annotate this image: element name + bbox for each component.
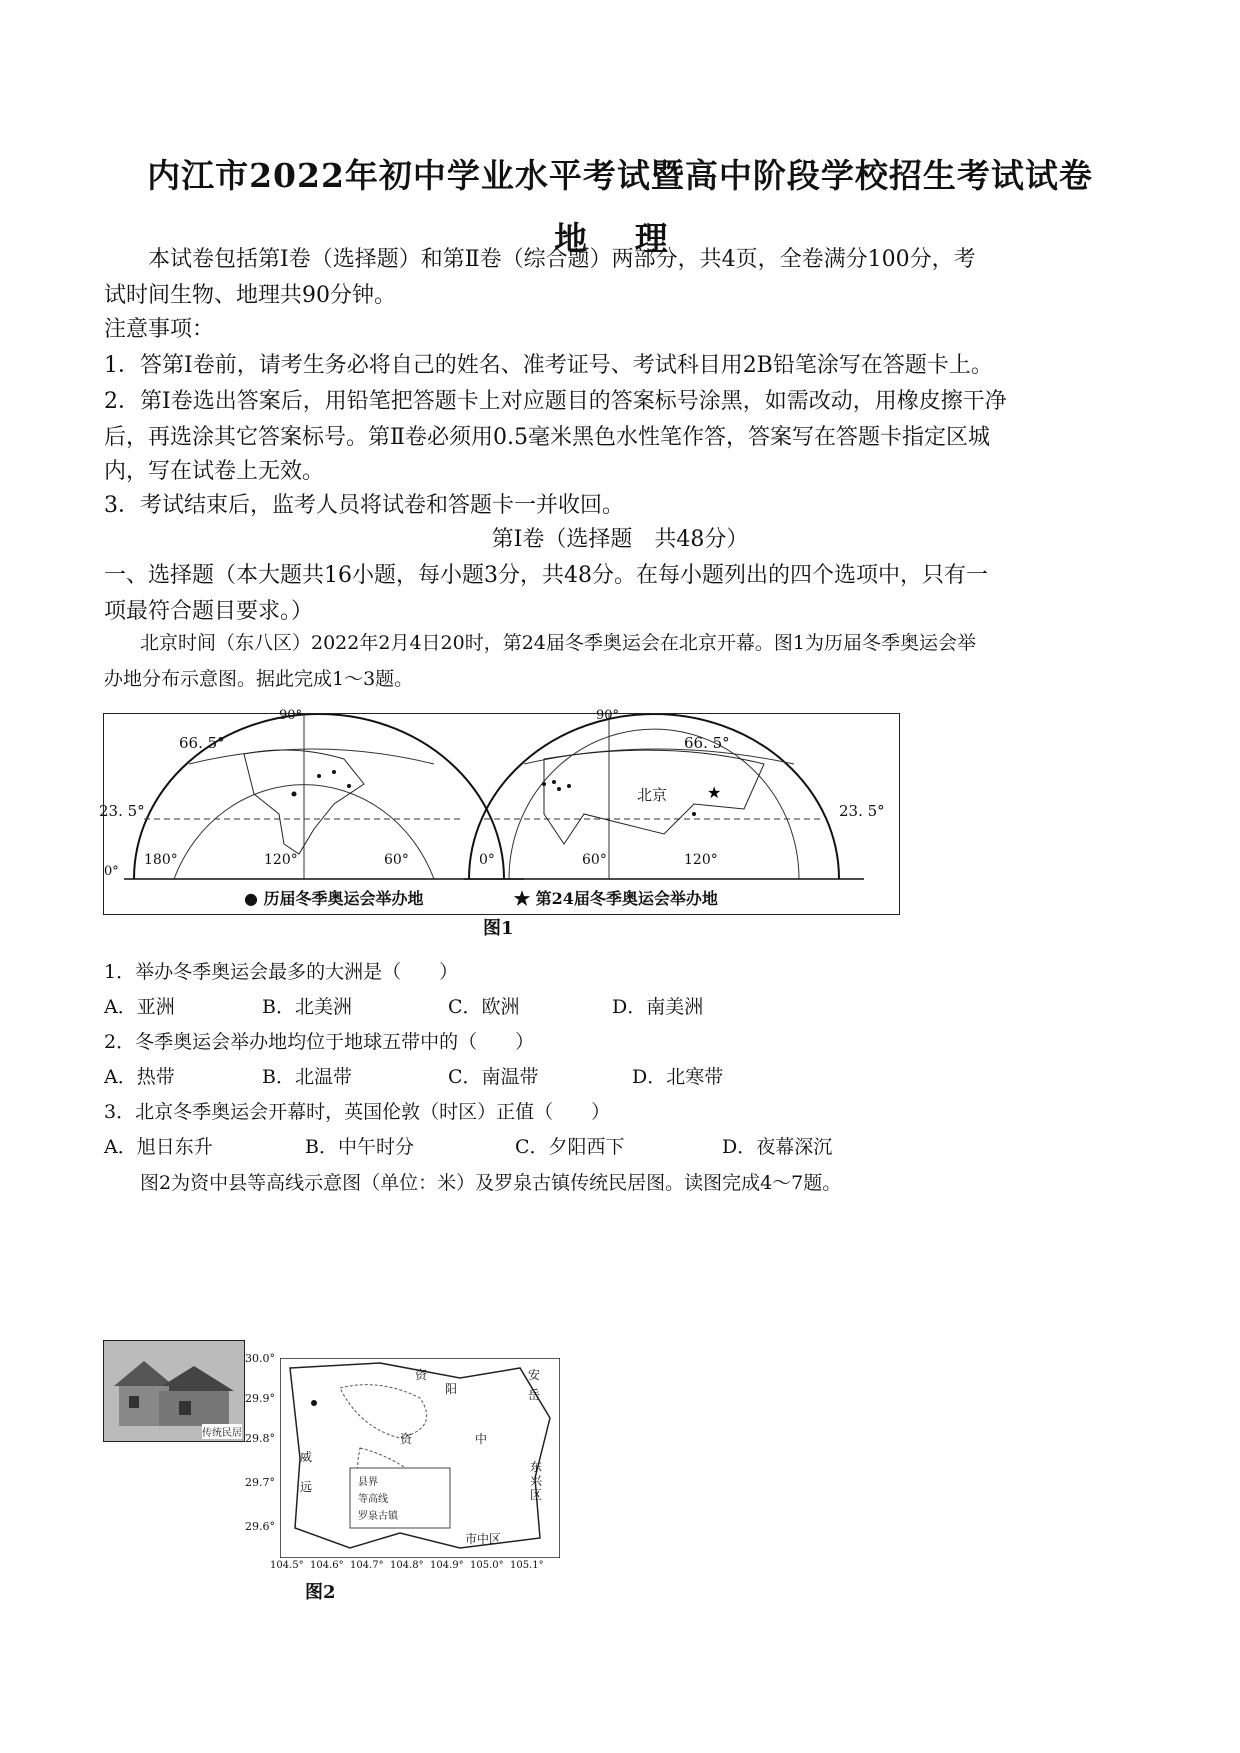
intro-line-2: 试时间生物、地理共90分钟。 xyxy=(104,283,396,308)
lon-label-105-0: 105.0° xyxy=(470,1560,504,1571)
photo-label: 传统民居 xyxy=(202,1424,242,1439)
label-lat90-right: 90° xyxy=(596,708,620,723)
notice-2-cont: 后，再选涂其它答案标号。第Ⅱ卷必须用0.5毫米黑色水性笔作答，答案写在答题卡指定区城 xyxy=(104,425,990,450)
region-label-yue: 岳 xyxy=(528,1388,541,1402)
lat-label-30-0: 30.0° xyxy=(245,1352,275,1365)
region-label-yuan: 远 xyxy=(300,1480,313,1494)
label-lon120-right: 120° xyxy=(684,852,718,868)
region-label-dong: 东 xyxy=(530,1460,543,1474)
region-label-qu: 区 xyxy=(530,1488,543,1502)
lon-label-104-5: 104.5° xyxy=(270,1560,304,1571)
legend-past-hosts: ● 历届冬季奥运会举办地 xyxy=(244,889,424,908)
notice-heading: 注意事项： xyxy=(104,317,215,342)
region-label-zi: 资 xyxy=(415,1368,428,1382)
q3-option-a: A．旭日东升 xyxy=(104,1136,213,1158)
notice-2-cont2: 内，写在试卷上无效。 xyxy=(104,459,325,484)
label-lon0: 0° xyxy=(479,852,495,868)
lat-label-29-7: 29.7° xyxy=(245,1476,275,1489)
legend-contour: 等高线 xyxy=(358,1494,388,1505)
label-lat23-left: 23. 5° xyxy=(99,802,145,820)
region-label-zhong: 中 xyxy=(475,1432,488,1446)
exam-title: 内江市2022年初中学业水平考试暨高中阶段学校招生考试试卷 xyxy=(147,156,1093,195)
lon-label-104-7: 104.7° xyxy=(350,1560,384,1571)
region-label-an: 安 xyxy=(528,1368,541,1382)
q2-option-c: C．南温带 xyxy=(448,1066,539,1088)
section-title: 第Ⅰ卷（选择题 共48分） xyxy=(491,527,749,552)
svg-text:★: ★ xyxy=(707,785,722,802)
label-lon60-left: 60° xyxy=(384,852,409,868)
region-label-zi2: 资 xyxy=(400,1432,413,1446)
lon-label-105-1: 105.1° xyxy=(510,1560,544,1571)
lat-label-29-8: 29.8° xyxy=(245,1432,275,1445)
question-2: 2．冬季奥运会举办地均位于地球五带中的（ ） xyxy=(104,1031,535,1053)
passage1-line-1: 北京时间（东八区）2022年2月4日20时，第24届冬季奥运会在北京开幕。图1为历届冬季奥运会举 xyxy=(140,632,976,654)
lat-label-29-6: 29.6° xyxy=(245,1520,275,1533)
figure2-caption: 图2 xyxy=(305,1582,336,1603)
label-equator: 0° xyxy=(104,864,119,879)
q1-option-d: D．南美洲 xyxy=(612,996,704,1018)
legend-county-border: 县界 xyxy=(358,1477,378,1488)
q3-option-b: B．中午时分 xyxy=(305,1136,414,1158)
contour-map xyxy=(280,1358,560,1558)
label-lat66-right: 66. 5° xyxy=(684,734,730,752)
part-heading-2: 项最符合题目要求。） xyxy=(104,599,314,624)
q1-option-c: C．欧洲 xyxy=(448,996,520,1018)
legend-24th-host: ★ 第24届冬季奥运会举办地 xyxy=(514,889,718,908)
label-lon180: 180° xyxy=(144,852,178,868)
notice-2: 2．第Ⅰ卷选出答案后，用铅笔把答题卡上对应题目的答案标号涂黑，如需改动，用橡皮擦干净 xyxy=(104,389,1007,414)
region-label-shizhongqu: 市中区 xyxy=(465,1532,502,1546)
figure1-caption: 图1 xyxy=(483,918,514,939)
notice-1: 1．答第Ⅰ卷前，请考生务必将自己的姓名、准考证号、考试科目用2B铅笔涂写在答题卡上。 xyxy=(104,353,993,378)
region-label-xing: 兴 xyxy=(530,1474,543,1488)
label-lat66-left: 66. 5° xyxy=(179,734,225,752)
lon-label-104-9: 104.9° xyxy=(430,1560,464,1571)
label-lat90-left: 90° xyxy=(279,708,303,723)
subject-title: 地 理 xyxy=(554,219,686,258)
traditional-house-photo xyxy=(103,1340,245,1442)
region-label-wei: 威 xyxy=(300,1450,313,1464)
lon-label-104-6: 104.6° xyxy=(310,1560,344,1571)
q3-option-d: D．夜幕深沉 xyxy=(722,1136,833,1158)
label-lon60-right: 60° xyxy=(582,852,607,868)
q3-option-c: C．夕阳西下 xyxy=(515,1136,625,1158)
notice-3: 3．考试结束后，监考人员将试卷和答题卡一并收回。 xyxy=(104,493,624,518)
passage-2: 图2为资中县等高线示意图（单位：米）及罗泉古镇传统民居图。读图完成4～7题。 xyxy=(140,1172,842,1194)
label-beijing: 北京 xyxy=(637,786,668,804)
passage1-line-2: 办地分布示意图。据此完成1～3题。 xyxy=(104,668,414,690)
question-1: 1．举办冬季奥运会最多的大洲是（ ） xyxy=(104,961,459,983)
figure1-map xyxy=(99,708,900,915)
q2-option-b: B．北温带 xyxy=(262,1066,352,1088)
lat-label-29-9: 29.9° xyxy=(245,1392,275,1405)
label-lat23-right: 23. 5° xyxy=(839,802,885,820)
part-heading-1: 一、选择题（本大题共16小题，每小题3分，共48分。在每小题列出的四个选项中，只有一 xyxy=(104,563,988,588)
region-label-yang: 阳 xyxy=(445,1382,458,1396)
q2-option-d: D．北寒带 xyxy=(632,1066,724,1088)
q2-option-a: A．热带 xyxy=(104,1066,175,1088)
lon-label-104-8: 104.8° xyxy=(390,1560,424,1571)
q1-option-a: A．亚洲 xyxy=(104,996,175,1018)
intro-line-1: 本试卷包括第Ⅰ卷（选择题）和第Ⅱ卷（综合题）两部分，共4页，全卷满分100分，考 xyxy=(148,247,976,272)
legend-luoquan-town: 罗泉古镇 xyxy=(358,1511,398,1522)
contour-map-svg xyxy=(280,1358,560,1558)
label-lon120-left: 120° xyxy=(264,852,298,868)
q1-option-b: B．北美洲 xyxy=(262,996,352,1018)
question-3: 3．北京冬季奥运会开幕时，英国伦敦（时区）正值（ ） xyxy=(104,1101,611,1123)
